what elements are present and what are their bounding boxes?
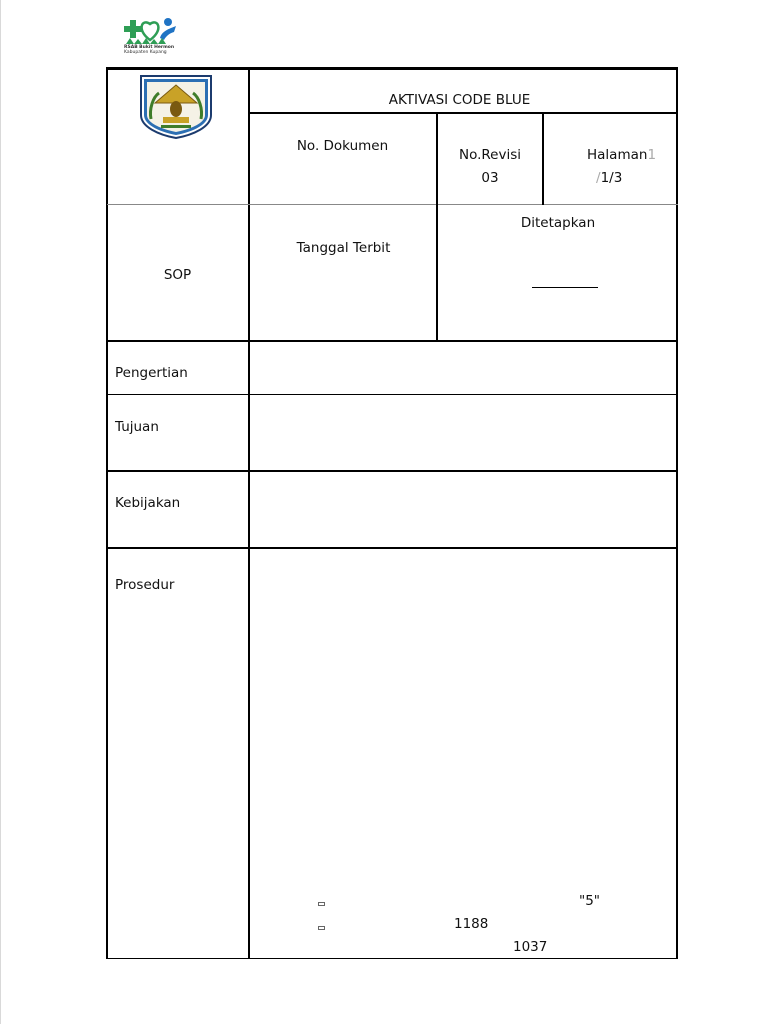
- page-edge: [0, 0, 1, 1024]
- sop-label: SOP: [163, 267, 192, 283]
- pengertian-bottom-line: [106, 394, 678, 395]
- tujuan-label: Tujuan: [115, 419, 159, 435]
- ditetapkan-label: Ditetapkan: [520, 215, 596, 231]
- government-seal: [137, 73, 215, 139]
- hospital-logo-subname: Kabupaten Kupang: [124, 50, 167, 55]
- hospital-logo: [120, 14, 182, 56]
- doc-col-divider-2: [542, 113, 544, 205]
- doc-info-divider: [249, 204, 678, 205]
- prosedur-number-1037: 1037: [513, 939, 548, 955]
- prosedur-number-1188: 1188: [454, 916, 489, 932]
- hospital-logo-icon: [120, 14, 182, 46]
- prosedur-bullet-2: [318, 926, 325, 930]
- hospital-logo-caption: [124, 45, 174, 55]
- tanggal-terbit-label: Tanggal Terbit: [296, 240, 391, 256]
- halaman-slash: /: [596, 170, 601, 186]
- halaman-value: 1/3: [600, 170, 623, 186]
- halaman-label: Halaman: [587, 147, 648, 163]
- kebijakan-bottom-line: [106, 547, 678, 549]
- government-seal-icon: [137, 73, 215, 139]
- title-divider: [249, 112, 678, 114]
- table-border-top: [106, 67, 678, 70]
- signature-line: [532, 287, 598, 288]
- kebijakan-label: Kebijakan: [115, 495, 181, 511]
- hospital-logo-name: RSAB Bukit Hermon: [124, 45, 175, 50]
- document-title: AKTIVASI CODE BLUE: [388, 92, 531, 108]
- header-bottom-line: [106, 340, 678, 342]
- table-column-divider: [248, 68, 250, 959]
- halaman-mark: 1: [647, 147, 657, 163]
- logo-sop-divider: [107, 204, 249, 205]
- prosedur-bullet-1: [318, 902, 325, 906]
- halaman-value-line: [596, 170, 622, 186]
- no-revisi-value: 03: [481, 170, 499, 186]
- table-border-right: [676, 68, 678, 959]
- table-border-left: [106, 68, 108, 959]
- tujuan-bottom-line: [106, 470, 678, 472]
- table-border-bottom: [106, 958, 678, 959]
- pengertian-label: Pengertian: [115, 365, 188, 381]
- halaman-label-line: [587, 147, 656, 163]
- no-revisi-label: No.Revisi: [458, 147, 521, 163]
- prosedur-label: Prosedur: [115, 577, 175, 593]
- no-dokumen-label: No. Dokumen: [296, 138, 389, 154]
- prosedur-quote-five: "5": [579, 893, 601, 909]
